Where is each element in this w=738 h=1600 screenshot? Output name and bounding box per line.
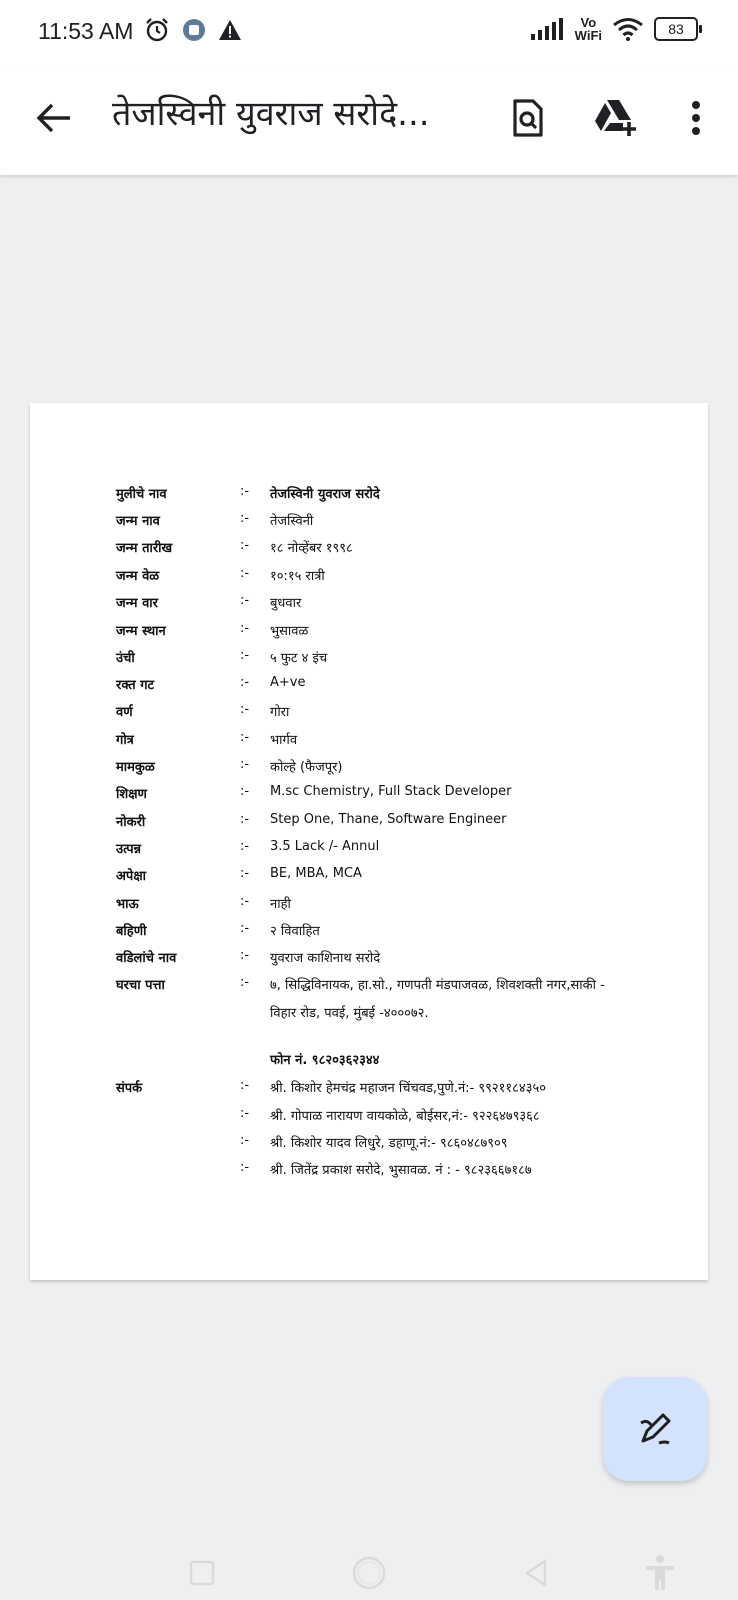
- edit-button[interactable]: [603, 1377, 707, 1481]
- row-value: A+ve: [270, 675, 306, 690]
- document-row: [30, 1106, 708, 1134]
- row-separator: :-: [240, 757, 250, 772]
- app-notification-icon: [182, 18, 206, 42]
- document-row: [30, 975, 708, 1003]
- row-separator: :-: [240, 948, 250, 963]
- document-row: [30, 675, 708, 703]
- accessibility-button[interactable]: [642, 1555, 678, 1591]
- row-value: कोल्हे (फैजपूर): [270, 760, 343, 775]
- row-label: जन्म नाव: [116, 514, 160, 529]
- document-row: [30, 839, 708, 867]
- document-row: [30, 866, 708, 894]
- row-separator: :-: [240, 702, 250, 717]
- row-label: वडिलांचे नाव: [116, 951, 177, 966]
- document-row: [30, 784, 708, 812]
- signal-icon: [531, 18, 565, 40]
- row-separator: :-: [240, 593, 250, 608]
- back-arrow-icon[interactable]: [32, 96, 76, 140]
- app-bar: [0, 66, 738, 175]
- document-row: [30, 511, 708, 539]
- row-value: फोन नं. ९८२०३६२३४४: [270, 1053, 380, 1068]
- document-row: [30, 757, 708, 785]
- row-separator: :-: [240, 894, 250, 909]
- find-in-page-button[interactable]: [502, 92, 554, 144]
- row-label: घरचा पत्ता: [116, 978, 165, 993]
- document-row: [30, 484, 708, 512]
- row-separator: :-: [240, 921, 250, 936]
- row-separator: :-: [240, 621, 250, 636]
- document-row: [30, 702, 708, 730]
- row-label: वर्ण: [116, 705, 133, 720]
- row-value: M.sc Chemistry, Full Stack Developer: [270, 784, 512, 799]
- row-separator: :-: [240, 538, 250, 553]
- row-separator: :-: [240, 1078, 250, 1093]
- accessibility-icon: [643, 1554, 677, 1592]
- document-title: तेजस्विनी युवराज सरोदे...: [112, 94, 430, 134]
- wifi-icon: [612, 17, 644, 41]
- row-value: Step One, Thane, Software Engineer: [270, 812, 507, 827]
- row-separator: :-: [240, 784, 250, 799]
- document-row: [30, 538, 708, 566]
- document-page: [30, 403, 708, 1280]
- document-row: [30, 566, 708, 594]
- row-value: ५ फुट ४ इंच: [270, 651, 328, 666]
- row-separator: :-: [240, 648, 250, 663]
- row-value: भार्गव: [270, 733, 298, 748]
- find-in-page-icon: [510, 98, 546, 138]
- home-button[interactable]: [351, 1555, 387, 1591]
- row-separator: :-: [240, 730, 250, 745]
- document-row: [30, 1003, 708, 1031]
- row-label: उत्पन्न: [116, 842, 142, 857]
- system-nav-bar: [0, 1545, 738, 1600]
- document-row: [30, 1078, 708, 1106]
- row-separator: :-: [240, 812, 250, 827]
- row-label: बहिणी: [116, 924, 147, 939]
- row-separator: :-: [240, 839, 250, 854]
- status-bar: [0, 0, 738, 66]
- document-row: [30, 948, 708, 976]
- back-nav-icon: [523, 1559, 549, 1587]
- drive-add-icon: [593, 98, 639, 138]
- row-label: शिक्षण: [116, 787, 147, 802]
- row-label: जन्म वेळ: [116, 569, 160, 584]
- document-row: [30, 1160, 708, 1188]
- row-label: भाऊ: [116, 897, 139, 912]
- row-value: युवराज काशिनाथ सरोदे: [270, 951, 381, 966]
- row-value: १८ नोव्हेंबर १९९८: [270, 541, 353, 556]
- row-value: तेजस्विनी: [270, 514, 314, 529]
- row-separator: :-: [240, 1160, 250, 1175]
- row-value: 3.5 Lack /- Annul: [270, 839, 380, 854]
- row-label: उंची: [116, 651, 135, 666]
- row-label: जन्म तारीख: [116, 541, 173, 556]
- row-value: श्री. किशोर यादव लिधुरे, डहाणू.नं:- ९८६०४८७९०९: [270, 1136, 508, 1151]
- row-separator: :-: [240, 1106, 250, 1121]
- row-label: रक्त गट: [116, 678, 155, 693]
- vowifi-indicator: Vo WiFi: [574, 15, 602, 43]
- more-options-button[interactable]: [670, 92, 722, 144]
- document-row: [30, 593, 708, 621]
- row-separator: :-: [240, 484, 250, 499]
- row-label: जन्म वार: [116, 596, 158, 611]
- row-value: बुधवार: [270, 596, 302, 611]
- row-separator: :-: [240, 1133, 250, 1148]
- row-value: भुसावळ: [270, 624, 309, 639]
- document-row: [30, 812, 708, 840]
- document-row: [30, 1050, 708, 1078]
- home-icon: [352, 1556, 386, 1590]
- row-value: श्री. किशोर हेमचंद्र महाजन चिंचवड,पुणे.नं:- ९९२११८४३५०: [270, 1081, 546, 1096]
- row-label: मामकुळ: [116, 760, 155, 775]
- row-separator: :-: [240, 511, 250, 526]
- document-row: [30, 730, 708, 758]
- row-value: तेजस्विनी युवराज सरोदे: [270, 487, 380, 502]
- warning-icon: [218, 19, 242, 41]
- more-options-icon: [690, 100, 702, 136]
- row-value: श्री. गोपाळ नारायण वायकोळे, बोईसर,नं:- ९२२६४७९३६८: [270, 1109, 540, 1124]
- recents-icon: [189, 1560, 215, 1586]
- row-separator: :-: [240, 975, 250, 990]
- document-row: [30, 894, 708, 922]
- recents-button[interactable]: [184, 1555, 220, 1591]
- status-time: 11:53 AM: [38, 18, 134, 44]
- row-value: नाही: [270, 897, 291, 912]
- row-label: मुलीचे नाव: [116, 487, 167, 502]
- add-to-drive-button[interactable]: [590, 92, 642, 144]
- document-row: [30, 1133, 708, 1161]
- back-nav-button[interactable]: [518, 1555, 554, 1591]
- row-separator: :-: [240, 566, 250, 581]
- row-value: गोरा: [270, 705, 290, 720]
- alarm-icon: [144, 17, 170, 43]
- edit-pen-icon: [635, 1409, 675, 1449]
- row-value: BE, MBA, MCA: [270, 866, 362, 881]
- row-label: संपर्क: [116, 1081, 143, 1096]
- row-label: अपेक्षा: [116, 869, 147, 884]
- row-value: विहार रोड, पवई, मुंबई -४०००७२.: [270, 1006, 429, 1021]
- document-row: [30, 648, 708, 676]
- row-label: नोकरी: [116, 815, 146, 830]
- row-label: गोत्र: [116, 733, 134, 748]
- row-value: ७, सिद्धिविनायक, हा.सो., गणपती मंडपाजवळ, शिवशक्ती नगर,साकी -: [270, 978, 605, 993]
- row-separator: :-: [240, 675, 250, 690]
- battery-icon: 83: [654, 17, 698, 41]
- row-label: जन्म स्थान: [116, 624, 166, 639]
- row-value: श्री. जितेंद्र प्रकाश सरोदे, भुसावळ. नं : - ९८२३६६७१८७: [270, 1163, 532, 1178]
- row-separator: :-: [240, 866, 250, 881]
- row-value: २ विवाहित: [270, 924, 320, 939]
- row-value: १०:१५ रात्री: [270, 569, 325, 584]
- document-row: [30, 921, 708, 949]
- document-row: [30, 621, 708, 649]
